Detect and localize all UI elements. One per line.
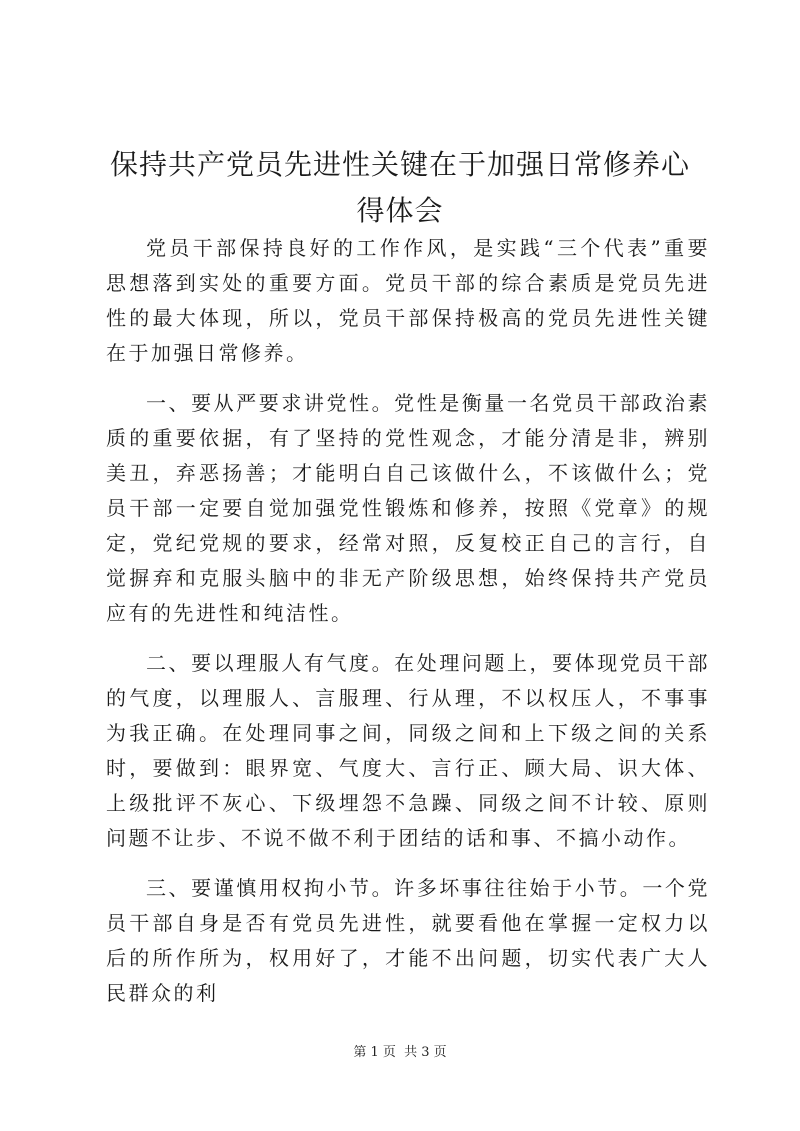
page-number: 第 1 页 bbox=[353, 1045, 396, 1060]
paragraph-section-one: 一、要从严要求讲党性。党性是衡量一名党员干部政治素质的重要依据，有了坚持的党性观念，才能分清是非，辨别美丑，弃恶扬善；才能明白自己该做什么，不该做什么；党员干部一定要自觉加强党性锻炼和修养，按照《党章》的规定，党纪党规的要求，经常对照，反复校正自己的言行，自觉摒弃和克服头脑中的非无产阶级思想，始终保持共产党员应有的先进性和纯洁性。 bbox=[106, 391, 710, 625]
page-total: 共 3 页 bbox=[404, 1045, 447, 1060]
page-footer bbox=[0, 1044, 800, 1062]
document-title: 保持共产党员先进性关键在于加强日常修养心得体会 bbox=[109, 148, 690, 227]
paragraph-section-three: 三、要谨慎用权拘小节。许多坏事往往始于小节。一个党员干部自身是否有党员先进性，就要看他在掌握一定权力以后的所作所为，权用好了，才能不出问题，切实代表广大人民群众的利 bbox=[106, 876, 710, 1005]
paragraph-intro: 党员干部保持良好的工作作风，是实践“三个代表”重要思想落到实处的重要方面。党员干部的综合素质是党员先进性的最大体现，所以，党员干部保持极高的党员先进性关键在于加强日常修养。 bbox=[106, 236, 710, 365]
document-body bbox=[106, 231, 710, 1011]
paragraph-section-two: 二、要以理服人有气度。在处理问题上，要体现党员干部的气度，以理服人、言服理、行从理，不以权压人，不事事为我正确。在处理同事之间，同级之间和上下级之间的关系时，要做到：眼界宽、气度大、言行正、顾大局、识大体、上级批评不灰心、下级埋怨不急躁、同级之间不计较、原则问题不让步、不说不做不利于团结的话和事、不搞小动作。 bbox=[106, 651, 710, 850]
